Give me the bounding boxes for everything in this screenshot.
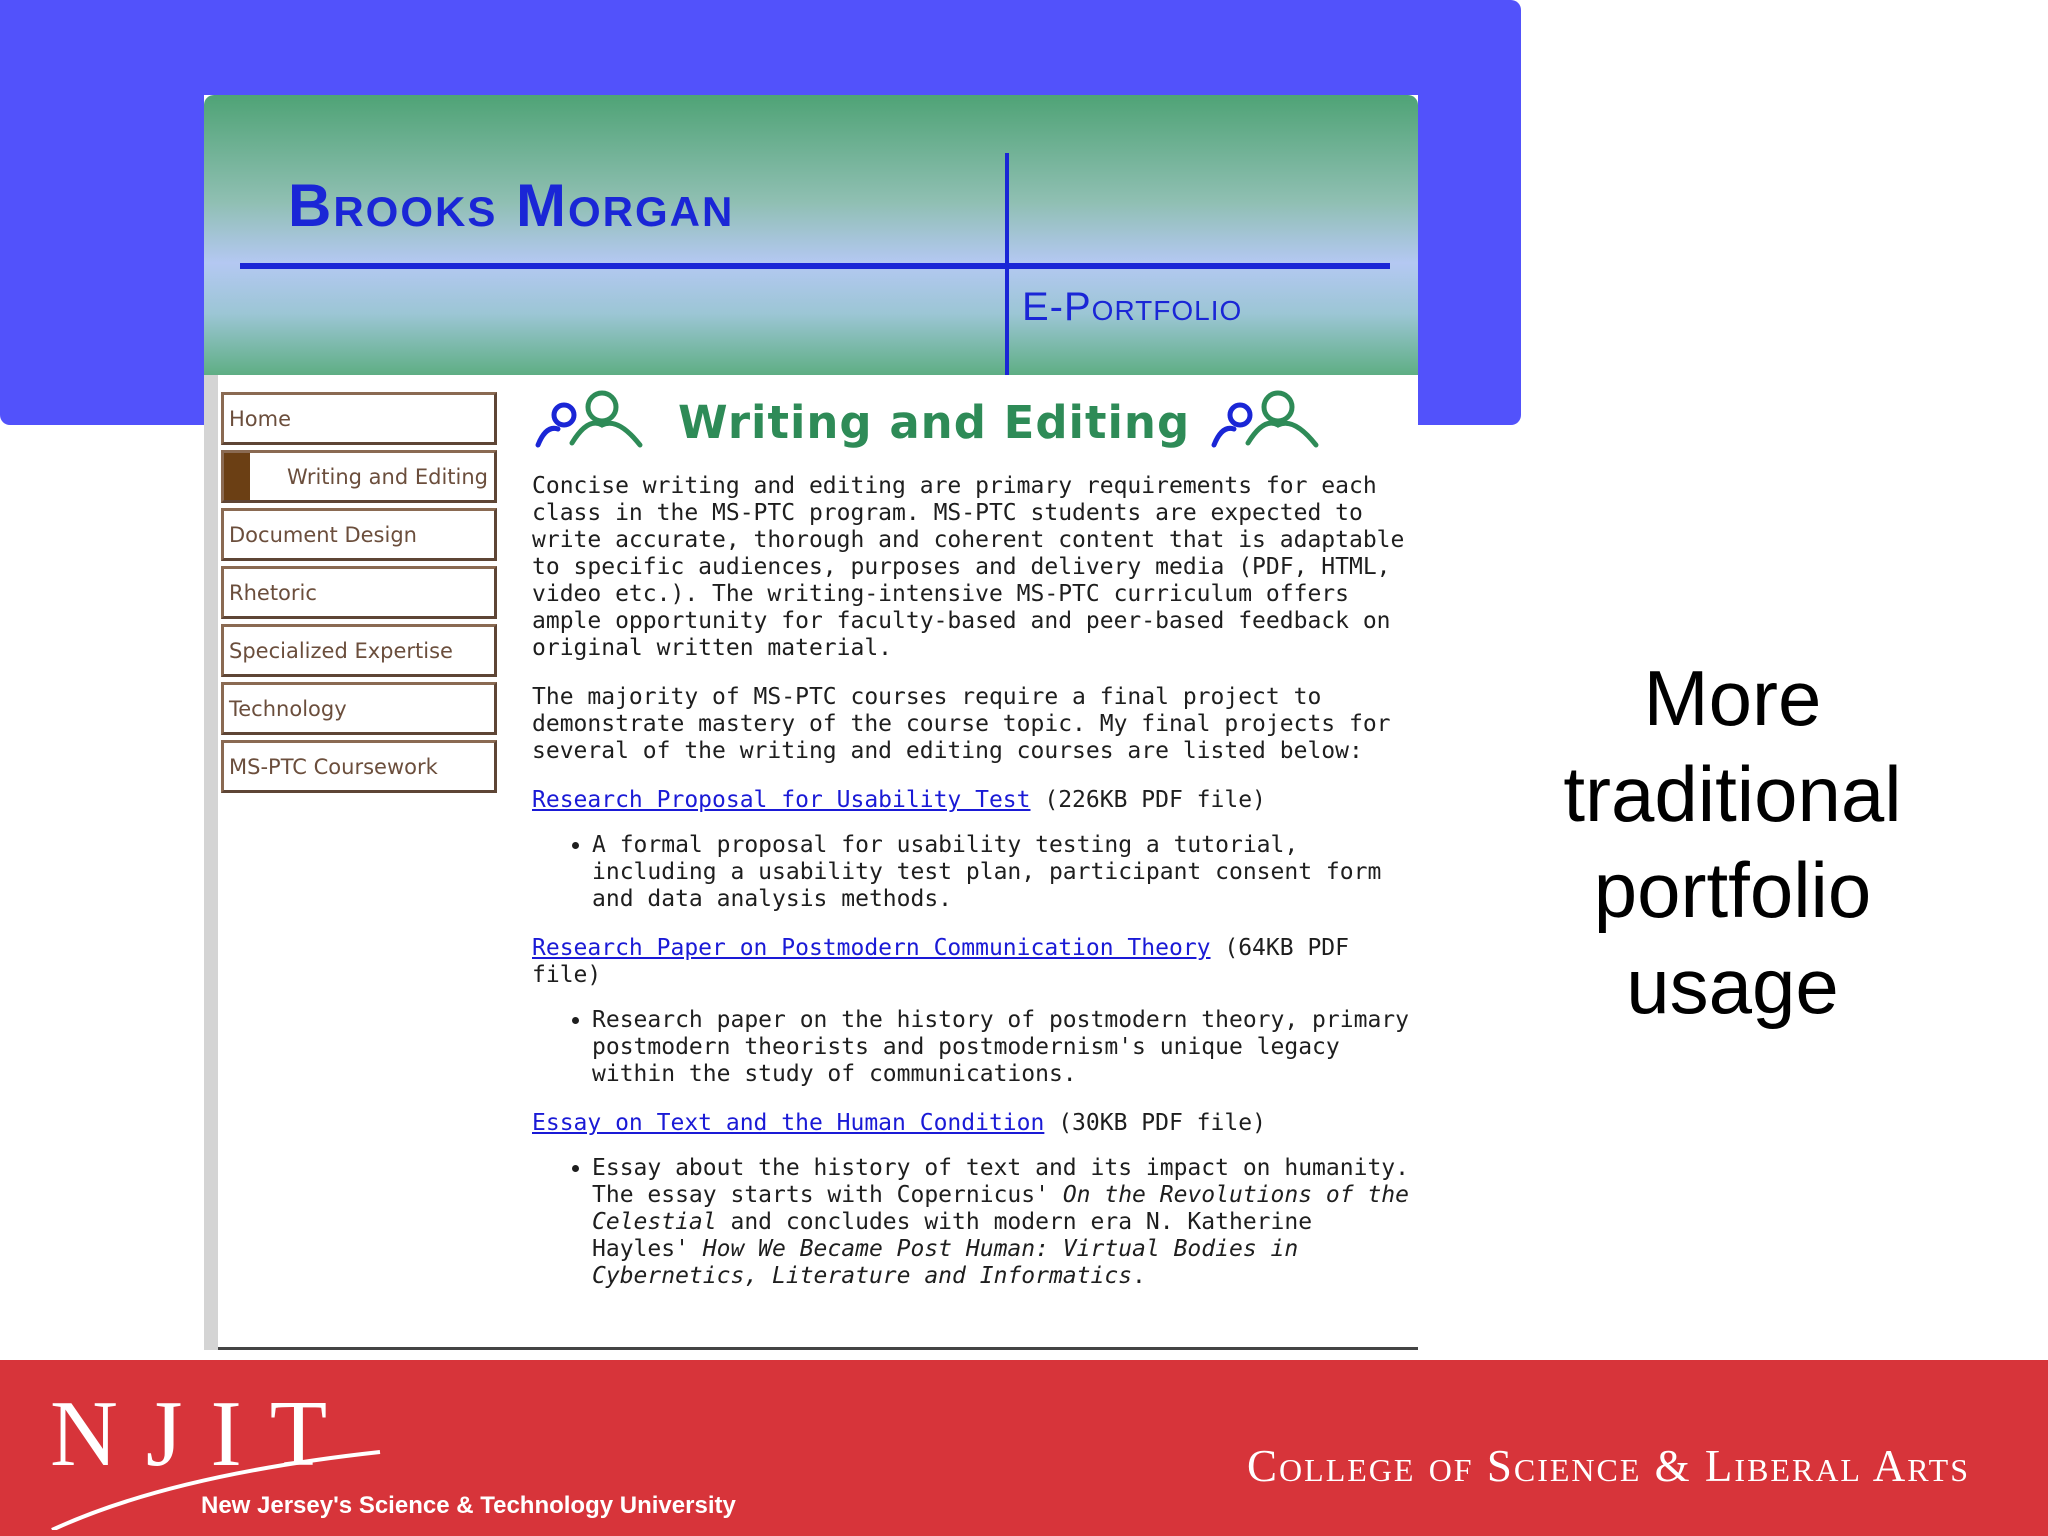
nav-item-label: Rhetoric — [229, 580, 317, 605]
slide-caption — [1540, 650, 1925, 1034]
description-text: Essay about the history of text and its impact on humanity. The essay starts with Copernicus' — [592, 1155, 1409, 1208]
people-icon — [1208, 389, 1336, 455]
main-content — [532, 385, 1412, 1312]
caption-line: traditional — [1563, 750, 1902, 838]
left-rail — [204, 375, 218, 1350]
caption-line: usage — [1626, 942, 1839, 1030]
nav-item-label: Specialized Expertise — [229, 638, 453, 663]
project-description-list — [532, 832, 1412, 913]
banner-name: Brooks Morgan — [288, 172, 735, 239]
njit-logo-text: NJIT — [50, 1382, 356, 1486]
caption-line: portfolio — [1593, 846, 1872, 934]
portfolio-nav — [221, 392, 497, 798]
project-link-text-essay[interactable]: Essay on Text and the Human Condition — [532, 1110, 1045, 1136]
college-name-text: College of Science & Liberal Arts — [1247, 1441, 1970, 1491]
project-entry — [532, 935, 1412, 989]
college-name — [1247, 1440, 1970, 1492]
people-icon — [532, 389, 660, 455]
project-description — [592, 1155, 1412, 1290]
nav-item-label: Technology — [229, 696, 347, 721]
project-entry — [532, 1110, 1412, 1137]
file-size: (64KB PDF file) — [532, 935, 1349, 988]
project-description-list — [532, 1007, 1412, 1088]
nav-item-document-design[interactable] — [221, 508, 497, 561]
nav-item-rhetoric[interactable] — [221, 566, 497, 619]
page-title: Writing and Editing — [678, 395, 1191, 449]
eportfolio-page — [204, 95, 1418, 1350]
banner-horizontal-rule — [240, 263, 1390, 269]
nav-item-writing-and-editing[interactable] — [221, 450, 497, 503]
njit-logo — [50, 1380, 750, 1530]
nav-item-label: MS-PTC Coursework — [229, 754, 438, 779]
project-link-postmodern-paper[interactable]: Research Paper on Postmodern Communication Theory — [532, 935, 1211, 961]
caption-line: More — [1643, 654, 1822, 742]
file-size: (226KB PDF file) — [1030, 787, 1266, 813]
project-description: • A formal proposal for usability testing a tutorial, including a usability test plan, participant consent form and data analysis methods. — [592, 832, 1412, 913]
project-description-list — [532, 1155, 1412, 1290]
nav-item-label: Home — [229, 406, 292, 431]
njit-tagline: New Jersey's Science & Technology University — [201, 1492, 736, 1519]
banner-subtitle: E-Portfolio — [1022, 285, 1243, 329]
page-heading — [532, 385, 1412, 459]
intro-paragraph: Concise writing and editing are primary requirements for each class in the MS-PTC program. MS-PTC students are expected to write accurate, thorough and coherent content that is adaptable to specific audiences, purposes and delivery media (PDF, HTML, video etc.). The writing-intensive MS-PTC curriculum offers ample opportunity for faculty-based and peer-based feedback on original written material. — [532, 473, 1405, 661]
description-text: . — [1132, 1263, 1146, 1289]
project-link-usability-proposal[interactable]: Research Proposal for Usability Test — [532, 787, 1031, 813]
banner-vertical-rule — [1005, 153, 1009, 375]
projects-intro-paragraph: The majority of MS-PTC courses require a final project to demonstrate mastery of the course topic. My final projects for several of the writing and editing courses are listed below: — [532, 684, 1391, 764]
book-title: On the Revolutions of the Celestial — [592, 1182, 1409, 1235]
active-marker — [224, 453, 250, 500]
nav-item-technology[interactable] — [221, 682, 497, 735]
nav-item-specialized-expertise[interactable] — [221, 624, 497, 677]
content-bottom-rule — [218, 1347, 1418, 1350]
nav-item-ms-ptc-coursework[interactable] — [221, 740, 497, 793]
project-entry — [532, 787, 1412, 814]
description-text: and concludes with modern era N. Katherine Hayles' — [592, 1209, 1313, 1262]
book-title: How We Became Post Human: Virtual Bodies in Cybernetics, Literature and Informatics — [592, 1236, 1299, 1289]
portfolio-banner — [204, 95, 1418, 375]
nav-item-label: Writing and Editing — [287, 464, 488, 489]
nav-item-home[interactable] — [221, 392, 497, 445]
nav-item-label: Document Design — [229, 522, 417, 547]
njit-footer — [0, 1360, 2048, 1536]
file-size: (30KB PDF file) — [1044, 1110, 1266, 1136]
project-description: • Research paper on the history of postmodern theory, primary postmodern theorists and postmodernism's unique legacy within the study of communications. — [592, 1007, 1412, 1088]
